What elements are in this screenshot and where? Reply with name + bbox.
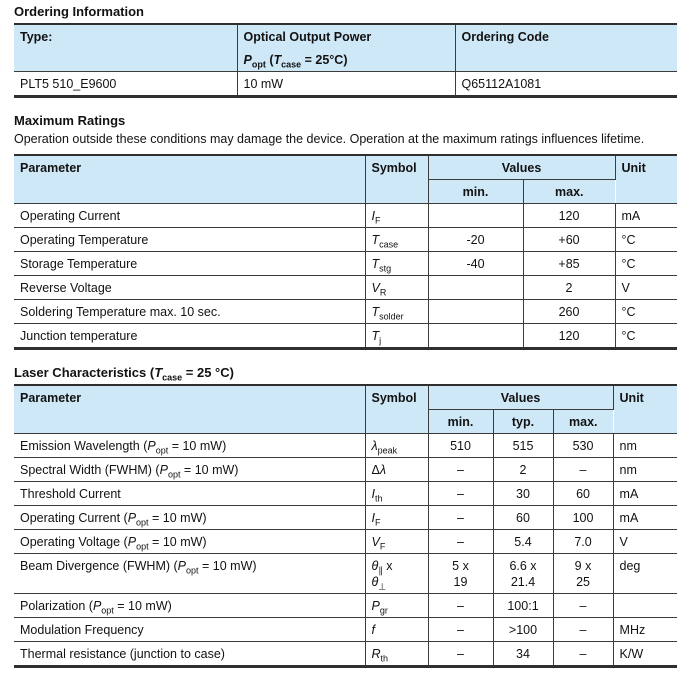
- min-cell: [428, 299, 523, 323]
- ordering-col-type: Type:: [14, 24, 237, 72]
- min-cell: [428, 323, 523, 348]
- table-row: [14, 227, 677, 251]
- ordering-code-cell: Q65112A1081: [455, 72, 677, 97]
- symbol-cell: $T_j$: [365, 323, 428, 348]
- symbol-cell: $\theta_\parallel$ x $\theta_\perp$: [365, 553, 428, 593]
- col-min: min.: [428, 179, 523, 203]
- table-row: [14, 593, 677, 617]
- unit-cell: nm: [613, 433, 677, 457]
- table-row: [14, 529, 677, 553]
- min-cell: [428, 275, 523, 299]
- col-unit: Unit: [615, 155, 677, 204]
- min-cell: –: [428, 617, 493, 641]
- min-cell: –: [428, 481, 493, 505]
- max-cell: –: [553, 593, 613, 617]
- col-values: Values: [428, 385, 613, 410]
- unit-cell: mA: [615, 203, 677, 227]
- ordering-power-label: Optical Output Power: [243, 30, 372, 44]
- unit-cell: mA: [613, 505, 677, 529]
- col-symbol: Symbol: [365, 155, 428, 204]
- typ-cell: >100: [493, 617, 553, 641]
- unit-cell: MHz: [613, 617, 677, 641]
- unit-cell: deg: [613, 553, 677, 593]
- typ-cell: 515: [493, 433, 553, 457]
- col-parameter: Parameter: [14, 385, 365, 434]
- max-cell: +85: [523, 251, 615, 275]
- unit-cell: [613, 593, 677, 617]
- parameter-cell: Reverse Voltage: [14, 275, 365, 299]
- parameter-cell: Operating Voltage ($P_{opt} = 10$ mW): [14, 529, 365, 553]
- table-row: [14, 553, 677, 593]
- table-row: [14, 299, 677, 323]
- ordering-table: [14, 23, 677, 98]
- table-row: [14, 481, 677, 505]
- laser-header-row: [14, 385, 677, 410]
- col-parameter: Parameter: [14, 155, 365, 204]
- min-cell: –: [428, 457, 493, 481]
- min-cell: 510: [428, 433, 493, 457]
- symbol-cell: $T_{stg}$: [365, 251, 428, 275]
- parameter-cell: Storage Temperature: [14, 251, 365, 275]
- max-cell: –: [553, 457, 613, 481]
- unit-cell: °C: [615, 323, 677, 348]
- typ-cell: 5.4: [493, 529, 553, 553]
- symbol-cell: $P_{gr}$: [365, 593, 428, 617]
- min-cell: [428, 203, 523, 227]
- parameter-cell: Junction temperature: [14, 323, 365, 348]
- symbol-cell: $R_{th}$: [365, 641, 428, 666]
- table-row: [14, 457, 677, 481]
- ordering-header-row: [14, 24, 677, 72]
- max-cell: –: [553, 641, 613, 666]
- maximum-ratings-header-row: [14, 155, 677, 180]
- parameter-cell: Operating Current: [14, 203, 365, 227]
- typ-cell: 6.6 x 21.4: [493, 553, 553, 593]
- parameter-cell: Beam Divergence (FWHM) ($P_{opt} = 10$ mW): [14, 553, 365, 593]
- unit-cell: V: [615, 275, 677, 299]
- max-cell: 530: [553, 433, 613, 457]
- col-unit: Unit: [613, 385, 677, 434]
- parameter-cell: Thermal resistance (junction to case): [14, 641, 365, 666]
- col-max: max.: [553, 409, 613, 433]
- min-cell: -20: [428, 227, 523, 251]
- col-max: max.: [523, 179, 615, 203]
- unit-cell: K/W: [613, 641, 677, 666]
- laser-characteristics-title: Laser Characteristics ($T_{case} = 25$ °C): [14, 364, 234, 383]
- min-cell: -40: [428, 251, 523, 275]
- symbol-cell: $I_F$: [365, 505, 428, 529]
- maximum-ratings-title: Maximum Ratings: [14, 113, 126, 128]
- typ-cell: 60: [493, 505, 553, 529]
- max-cell: 120: [523, 203, 615, 227]
- parameter-cell: Spectral Width (FWHM) ($P_{opt} = 10$ mW): [14, 457, 365, 481]
- max-cell: 2: [523, 275, 615, 299]
- ordering-table-row: [14, 72, 677, 97]
- ordering-col-power: [237, 24, 455, 72]
- symbol-cell: $V_F$: [365, 529, 428, 553]
- power-value-cell: 10 mW: [237, 72, 455, 97]
- table-row: [14, 617, 677, 641]
- typ-cell: 34: [493, 641, 553, 666]
- parameter-cell: Polarization ($P_{opt} = 10$ mW): [14, 593, 365, 617]
- parameter-cell: Soldering Temperature max. 10 sec.: [14, 299, 365, 323]
- max-cell: 60: [553, 481, 613, 505]
- unit-cell: V: [613, 529, 677, 553]
- parameter-cell: Operating Temperature: [14, 227, 365, 251]
- min-cell: 5 x 19: [428, 553, 493, 593]
- symbol-cell: $T_{solder}$: [365, 299, 428, 323]
- max-cell: 120: [523, 323, 615, 348]
- symbol-cell: $I_{th}$: [365, 481, 428, 505]
- type-value-cell: PLT5 510_E9600: [14, 72, 237, 97]
- max-cell: +60: [523, 227, 615, 251]
- max-cell: 7.0: [553, 529, 613, 553]
- table-row: [14, 203, 677, 227]
- symbol-cell: $T_{case}$: [365, 227, 428, 251]
- maximum-ratings-table: [14, 154, 677, 350]
- unit-cell: °C: [615, 227, 677, 251]
- unit-cell: mA: [613, 481, 677, 505]
- symbol-cell: $I_F$: [365, 203, 428, 227]
- maximum-ratings-description: Operation outside these conditions may damage the device. Operation at the maximum ratings influences lifetime.: [14, 132, 645, 146]
- parameter-cell: Emission Wavelength ($P_{opt} = 10$ mW): [14, 433, 365, 457]
- table-row: [14, 323, 677, 348]
- col-symbol: Symbol: [365, 385, 428, 434]
- ordering-section-title: Ordering Information: [14, 4, 144, 19]
- unit-cell: °C: [615, 251, 677, 275]
- max-cell: 100: [553, 505, 613, 529]
- table-row: [14, 433, 677, 457]
- typ-cell: 2: [493, 457, 553, 481]
- table-row: [14, 641, 677, 666]
- laser-characteristics-table: [14, 384, 677, 668]
- typ-cell: 30: [493, 481, 553, 505]
- table-row: [14, 505, 677, 529]
- symbol-cell: f: [365, 617, 428, 641]
- col-min: min.: [428, 409, 493, 433]
- ordering-col-code: Ordering Code: [455, 24, 677, 72]
- table-row: [14, 275, 677, 299]
- table-row: [14, 251, 677, 275]
- symbol-cell: $V_R$: [365, 275, 428, 299]
- symbol-cell: $\lambda_{peak}$: [365, 433, 428, 457]
- parameter-cell: Modulation Frequency: [14, 617, 365, 641]
- unit-cell: nm: [613, 457, 677, 481]
- typ-cell: 100:1: [493, 593, 553, 617]
- unit-cell: °C: [615, 299, 677, 323]
- min-cell: –: [428, 593, 493, 617]
- ordering-power-condition: $P_{opt}$ $(T_{case} = 25^\circ C)$: [243, 53, 348, 70]
- max-cell: 260: [523, 299, 615, 323]
- col-typ: typ.: [493, 409, 553, 433]
- symbol-cell: Δλ: [365, 457, 428, 481]
- parameter-cell: Threshold Current: [14, 481, 365, 505]
- col-values: Values: [428, 155, 615, 180]
- max-cell: –: [553, 617, 613, 641]
- max-cell: 9 x 25: [553, 553, 613, 593]
- parameter-cell: Operating Current ($P_{opt} = 10$ mW): [14, 505, 365, 529]
- min-cell: –: [428, 641, 493, 666]
- min-cell: –: [428, 505, 493, 529]
- min-cell: –: [428, 529, 493, 553]
